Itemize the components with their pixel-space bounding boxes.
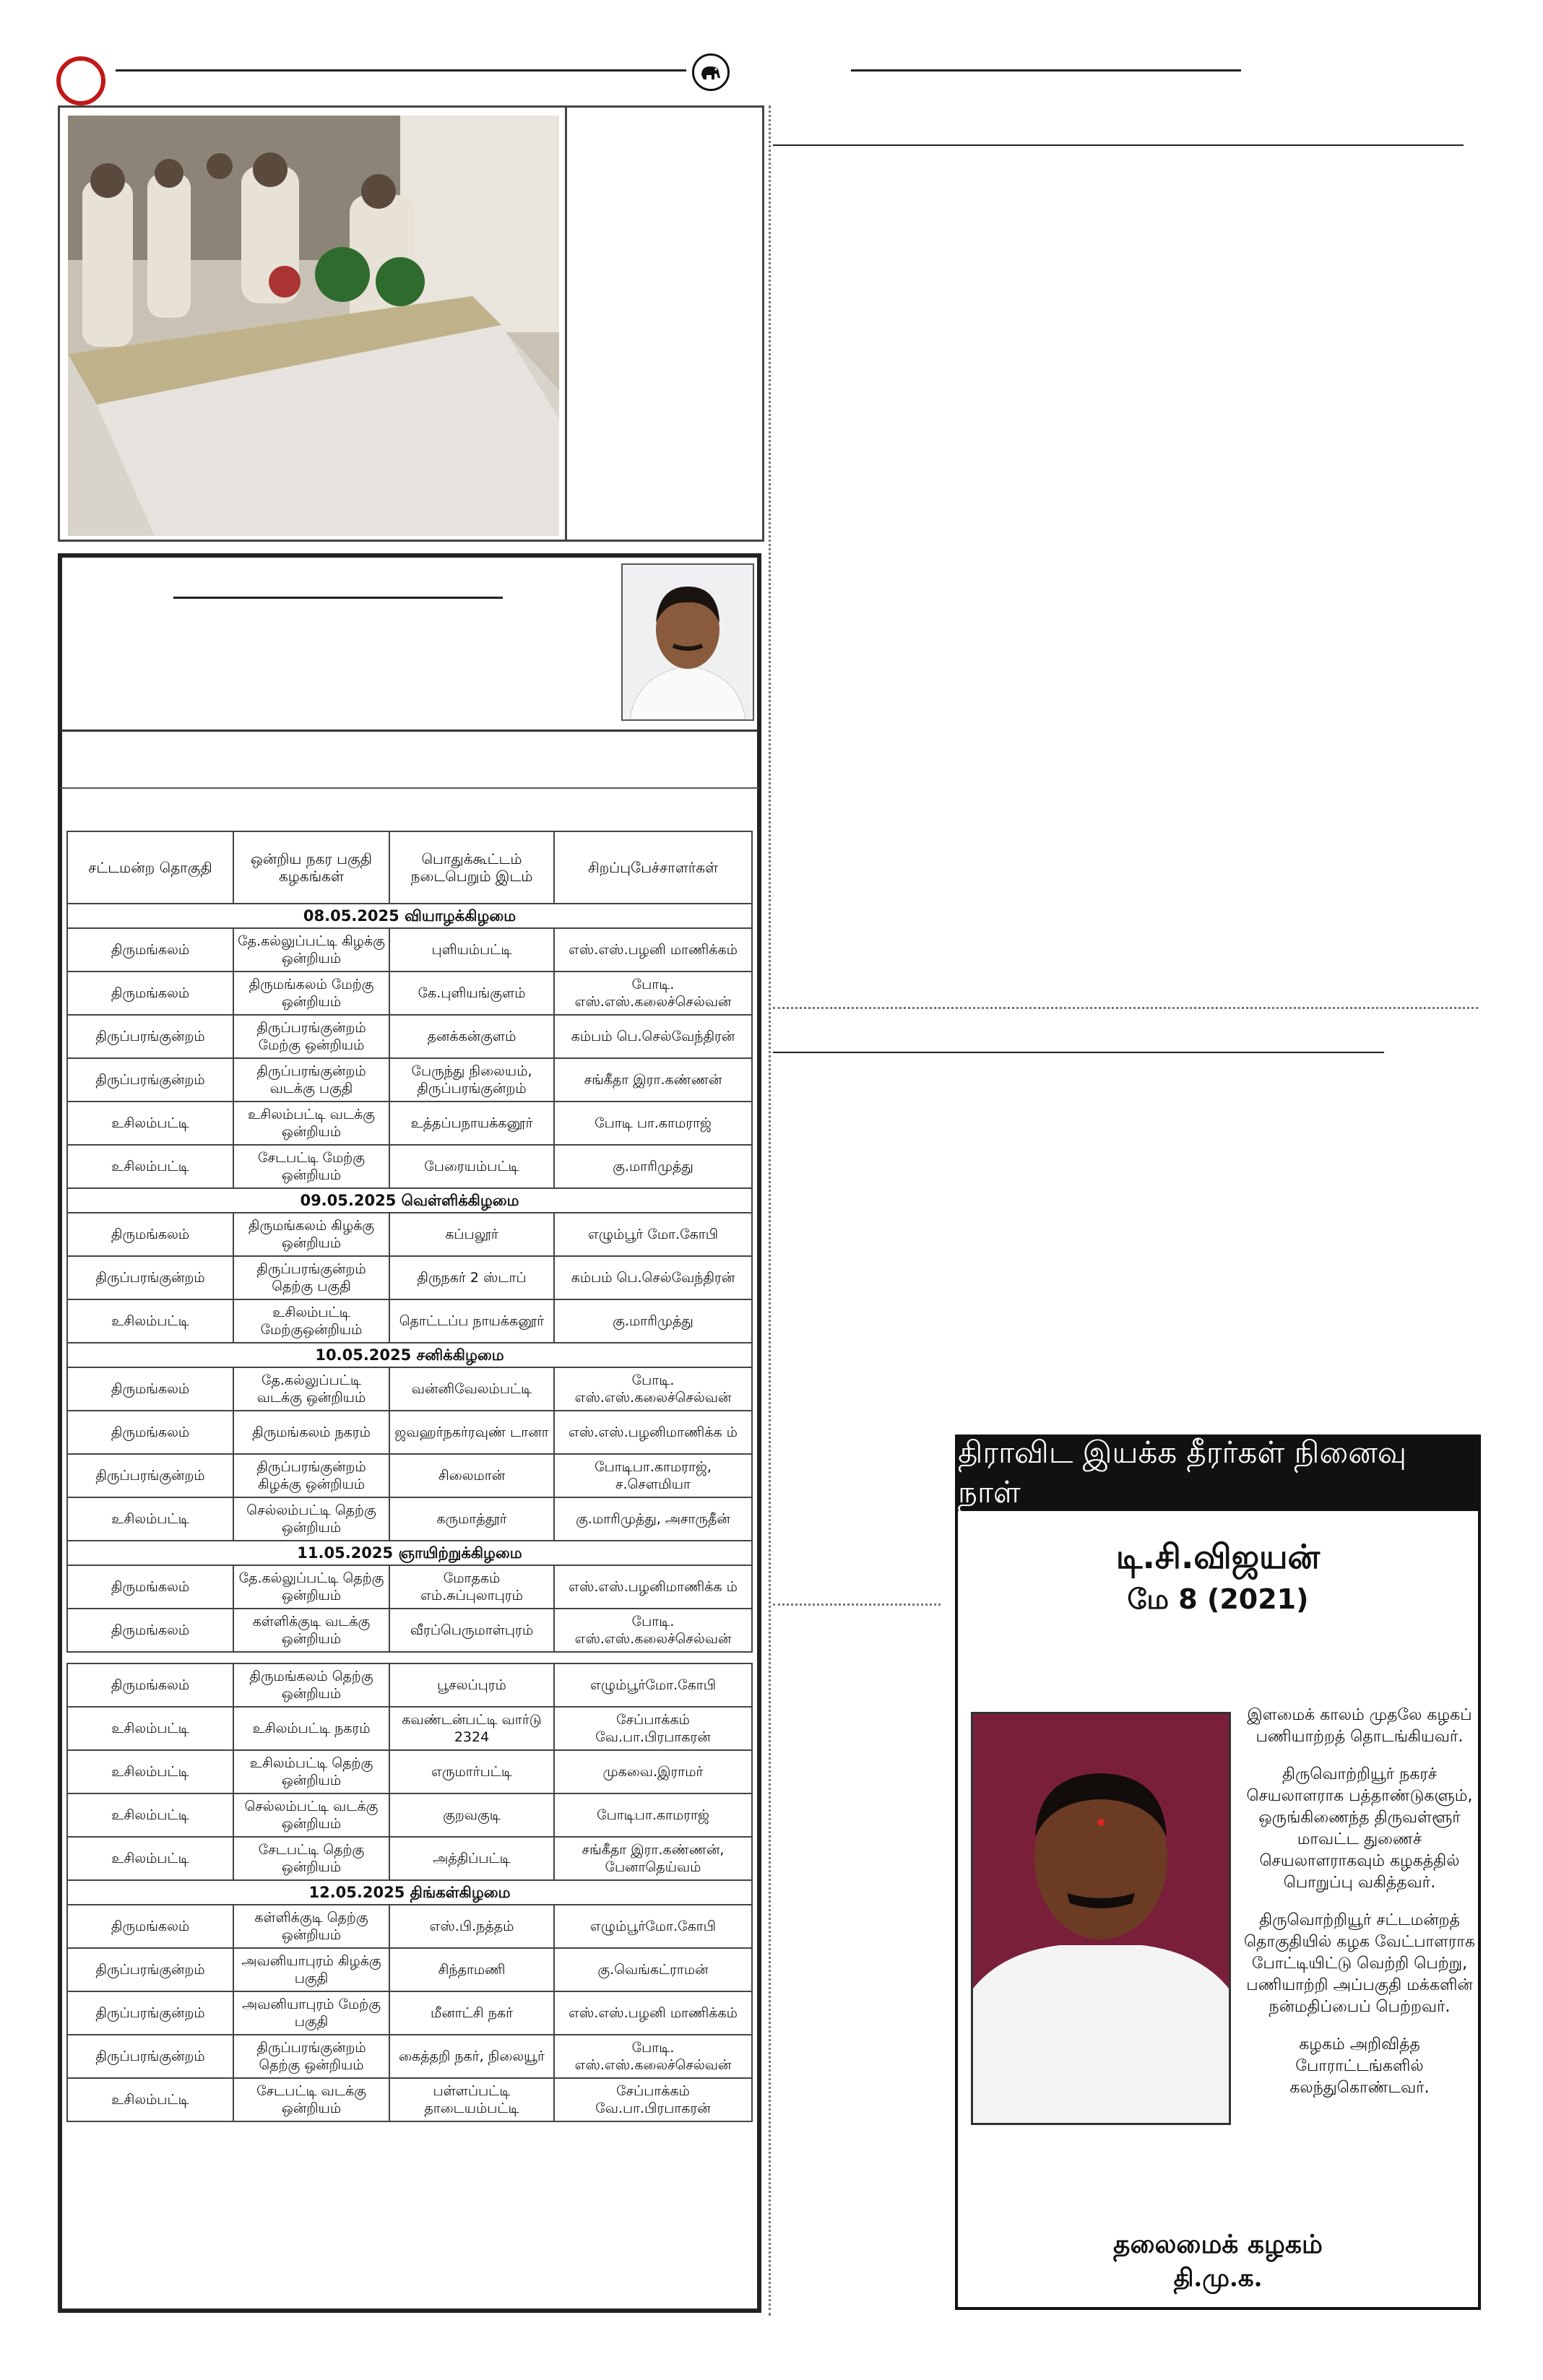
speaker-cell: எழும்பூர்மோ.கோபி — [554, 1905, 752, 1948]
venue-cell: குறவகுடி — [389, 1793, 554, 1837]
venue-cell: கே.புளியங்குளம் — [389, 972, 554, 1015]
constituency-cell: திருப்பரங்குன்றம் — [67, 1948, 233, 1991]
memorial-signature: தலைமைக் கழகம் — [1113, 2229, 1323, 2259]
speaker-cell: சேப்பாக்கம் வே.பா.பிரபாகரன் — [554, 1707, 752, 1750]
table-row — [67, 1707, 752, 1750]
date-row — [67, 1541, 752, 1565]
union-cell: சேடபட்டி வடக்கு ஒன்றியம் — [233, 2078, 389, 2121]
speaker-cell: கு.மாரிமுத்து, அசாருதீன் — [554, 1497, 752, 1541]
venue-cell: ஜவஹர்நகர்ரவுண் டானா — [389, 1411, 554, 1454]
table-row — [67, 1299, 752, 1343]
spacer-cell — [67, 1652, 752, 1663]
speaker-cell: கு.வெங்கட்ராமன் — [554, 1948, 752, 1991]
union-cell: கள்ளிக்குடி வடக்கு ஒன்றியம் — [233, 1609, 389, 1652]
union-cell: உசிலம்பட்டி மேற்குஒன்றியம் — [233, 1299, 389, 1343]
union-cell: திருமங்கலம் மேற்கு ஒன்றியம் — [233, 972, 389, 1015]
table-row — [67, 1213, 752, 1256]
schedule-separator — [61, 787, 758, 789]
speaker-cell: போடி. எஸ்.எஸ்.கலைச்செல்வன் — [554, 1609, 752, 1652]
table-row — [67, 1991, 752, 2035]
table-row — [67, 1102, 752, 1145]
elephant-icon — [692, 53, 730, 91]
speaker-cell: கு.மாரிமுத்து — [554, 1299, 752, 1343]
table-row — [67, 2035, 752, 2078]
speaker-cell: சேப்பாக்கம் வே.பா.பிரபாகரன் — [554, 2078, 752, 2121]
date-row — [67, 1188, 752, 1213]
union-cell: உசிலம்பட்டி தெற்கு ஒன்றியம் — [233, 1750, 389, 1793]
venue-cell: வன்னிவேலம்பட்டி — [389, 1367, 554, 1411]
venue-cell: எஸ்.பி.நத்தம் — [389, 1905, 554, 1948]
constituency-cell: உசிலம்பட்டி — [67, 1299, 233, 1343]
union-cell: சேடபட்டி தெற்கு ஒன்றியம் — [233, 1837, 389, 1880]
speaker-cell: முகவை.இராமர் — [554, 1750, 752, 1793]
table-row — [67, 972, 752, 1015]
table-row — [67, 1497, 752, 1541]
venue-cell: கவண்டன்பட்டி வார்டு 2324 — [389, 1707, 554, 1750]
column-header: சிறப்புபேச்சாளர்கள் — [554, 831, 752, 904]
speaker-cell: கம்பம் பெ.செல்வேந்திரன் — [554, 1256, 752, 1299]
venue-cell: மோதகம் எம்.சுப்புலாபுரம் — [389, 1565, 554, 1609]
photo-column-divider — [565, 107, 567, 540]
table-row — [67, 1905, 752, 1948]
table-row — [67, 928, 752, 972]
speaker-cell: போடிபா.காமராஜ் — [554, 1793, 752, 1837]
union-cell: திருப்பரங்குன்றம் தெற்கு ஒன்றியம் — [233, 2035, 389, 2078]
table-row — [67, 1145, 752, 1188]
venue-cell: வீரப்பெருமாள்புரம் — [389, 1609, 554, 1652]
speaker-cell: எஸ்.எஸ்.பழனி மாணிக்கம் — [554, 1991, 752, 2035]
union-cell: தே.கல்லுப்பட்டி கிழக்கு ஒன்றியம் — [233, 928, 389, 972]
memorial-name: டி.சி.விஜயன் — [1115, 1537, 1321, 1576]
constituency-cell: உசிலம்பட்டி — [67, 2078, 233, 2121]
memorial-biography — [1244, 1705, 1475, 2115]
speaker-cell: சங்கீதா இரா.கண்ணன், பேனாதெய்வம் — [554, 1837, 752, 1880]
speaker-cell: போடி. எஸ்.எஸ்.கலைச்செல்வன் — [554, 2035, 752, 2078]
venue-cell: பள்ளப்பட்டி தாடையம்பட்டி — [389, 2078, 554, 2121]
venue-cell: பூசலப்புரம் — [389, 1663, 554, 1707]
venue-cell: பேருந்து நிலையம், திருப்பரங்குன்றம் — [389, 1058, 554, 1102]
speaker-cell: எழும்பூர் மோ.கோபி — [554, 1213, 752, 1256]
constituency-cell: திருமங்கலம் — [67, 1663, 233, 1707]
union-cell: செல்லம்பட்டி வடக்கு ஒன்றியம் — [233, 1793, 389, 1837]
constituency-cell: திருப்பரங்குன்றம் — [67, 1015, 233, 1058]
speaker-cell: போடி. எஸ்.எஸ்.கலைச்செல்வன் — [554, 1367, 752, 1411]
meeting-date: 09.05.2025 வெள்ளிக்கிழமை — [67, 1188, 752, 1213]
constituency-cell: திருமங்கலம் — [67, 1213, 233, 1256]
constituency-cell: திருப்பரங்குன்றம் — [67, 1991, 233, 2035]
column-rule — [773, 144, 1464, 146]
date-row — [67, 1880, 752, 1905]
venue-cell: பேரையம்பட்டி — [389, 1145, 554, 1188]
speaker-cell: போடிபா.காமராஜ், ச.சௌமியா — [554, 1454, 752, 1497]
constituency-cell: திருமங்கலம் — [67, 928, 233, 972]
union-cell: திருப்பரங்குன்றம் கிழக்கு ஒன்றியம் — [233, 1454, 389, 1497]
constituency-cell: உசிலம்பட்டி — [67, 1793, 233, 1837]
table-row — [67, 1367, 752, 1411]
union-cell: திருப்பரங்குன்றம் தெற்கு பகுதி — [233, 1256, 389, 1299]
memorial-banner: திராவிட இயக்க தீரர்கள் நினைவு நாள் — [958, 1437, 1478, 1511]
section-title-rule — [773, 1052, 1384, 1053]
speaker-cell: எஸ்.எஸ்.பழனி மாணிக்கம் — [554, 928, 752, 972]
meeting-date: 10.05.2025 சனிக்கிழமை — [67, 1343, 752, 1367]
union-cell: கள்ளிக்குடி தெற்கு ஒன்றியம் — [233, 1905, 389, 1948]
speaker-cell: எழும்பூர்மோ.கோபி — [554, 1663, 752, 1707]
table-row — [67, 1015, 752, 1058]
memorial-paragraph: திருவொற்றியூர் சட்டமன்றத் தொகுதியில் கழக வேட்பாளராக போட்டியிட்டு வெற்றி பெற்று, பணியாற்றி அப்பகுதி மக்களின் நன்மதிப்பைப் பெற்றவர். — [1244, 1911, 1475, 2016]
venue-cell: சிலைமான் — [389, 1454, 554, 1497]
table-header-row — [67, 831, 752, 904]
union-cell: தே.கல்லுப்பட்டி வடக்கு ஒன்றியம் — [233, 1367, 389, 1411]
constituency-cell: திருப்பரங்குன்றம் — [67, 1058, 233, 1102]
memorial-paragraph: திருவொற்றியூர் நகரச் செயலாளராக பத்தாண்டுகளும், ஒருங்கிணைந்த திருவள்ளூர் மாவட்ட துணைச் செயலாளராகவும் கழகத்தில் பொறுப்பு வகித்தவர். — [1246, 1765, 1473, 1892]
venue-cell: கப்பலூர் — [389, 1213, 554, 1256]
union-cell: திருப்பரங்குன்றம் வடக்கு பகுதி — [233, 1058, 389, 1102]
column-divider — [769, 105, 771, 2316]
venue-cell: உத்தப்பநாயக்கனூர் — [389, 1102, 554, 1145]
venue-cell: அத்திப்பட்டி — [389, 1837, 554, 1880]
speaker-cell: போடி பா.காமராஜ் — [554, 1102, 752, 1145]
constituency-cell: திருமங்கலம் — [67, 1565, 233, 1609]
section-divider — [773, 1604, 941, 1606]
table-row — [67, 1058, 752, 1102]
venue-cell: தனக்கன்குளம் — [389, 1015, 554, 1058]
union-cell: உசிலம்பட்டி வடக்கு ஒன்றியம் — [233, 1102, 389, 1145]
table-row — [67, 1663, 752, 1707]
constituency-cell: திருப்பரங்குன்றம் — [67, 1256, 233, 1299]
table-row — [67, 1837, 752, 1880]
venue-cell: சிந்தாமணி — [389, 1948, 554, 1991]
schedule-separator — [61, 730, 758, 732]
union-cell: உசிலம்பட்டி நகரம் — [233, 1707, 389, 1750]
party-logo-circle — [56, 56, 105, 105]
spacer-row — [67, 1652, 752, 1663]
constituency-cell: உசிலம்பட்டி — [67, 1750, 233, 1793]
table-row — [67, 1565, 752, 1609]
date-row — [67, 904, 752, 928]
table-row — [67, 1793, 752, 1837]
memorial-paragraph: கழகம் அறிவித்த போராட்டங்களில் கலந்துகொண்டவர். — [1289, 2035, 1430, 2097]
constituency-cell: திருப்பரங்குன்றம் — [67, 1454, 233, 1497]
memorial-portrait — [971, 1712, 1231, 2125]
memorial-paragraph: இளமைக் காலம் முதலே கழகப் பணியாற்றத் தொடங்கியவர். — [1247, 1706, 1472, 1746]
column-title-rule — [851, 69, 1241, 72]
memorial-signature-party: தி.மு.க. — [1173, 2264, 1263, 2293]
venue-cell: தொட்டப்ப நாயக்கனூர் — [389, 1299, 554, 1343]
union-cell: செல்லம்பட்டி தெற்கு ஒன்றியம் — [233, 1497, 389, 1541]
venue-cell: கருமாத்தூர் — [389, 1497, 554, 1541]
schedule-title-rule — [173, 597, 503, 599]
speaker-cell: எஸ்.எஸ்.பழனிமாணிக்க ம் — [554, 1411, 752, 1454]
union-cell: அவனியாபுரம் கிழக்கு பகுதி — [233, 1948, 389, 1991]
table-row — [67, 1609, 752, 1652]
table-row — [67, 2078, 752, 2121]
constituency-cell: உசிலம்பட்டி — [67, 1837, 233, 1880]
header-rule — [116, 69, 686, 72]
constituency-cell: திருமங்கலம் — [67, 972, 233, 1015]
table-row — [67, 1454, 752, 1497]
venue-cell: திருநகர் 2 ஸ்டாப் — [389, 1256, 554, 1299]
speaker-cell: சங்கீதா இரா.கண்ணன் — [554, 1058, 752, 1102]
venue-cell: மீனாட்சி நகர் — [389, 1991, 554, 2035]
constituency-cell: திருமங்கலம் — [67, 1411, 233, 1454]
column-header: பொதுக்கூட்டம் நடைபெறும் இடம் — [389, 831, 554, 904]
union-cell: திருமங்கலம் தெற்கு ஒன்றியம் — [233, 1663, 389, 1707]
column-header: சட்டமன்ற தொகுதி — [67, 831, 233, 904]
speaker-portrait — [621, 563, 754, 721]
constituency-cell: திருமங்கலம் — [67, 1905, 233, 1948]
union-cell: தே.கல்லுப்பட்டி தெற்கு ஒன்றியம் — [233, 1565, 389, 1609]
meeting-date: 11.05.2025 ஞாயிற்றுக்கிழமை — [67, 1541, 752, 1565]
constituency-cell: உசிலம்பட்டி — [67, 1145, 233, 1188]
constituency-cell: திருப்பரங்குன்றம் — [67, 2035, 233, 2078]
speaker-cell: எஸ்.எஸ்.பழனிமாணிக்க ம் — [554, 1565, 752, 1609]
news-photo — [68, 116, 559, 536]
table-row — [67, 1256, 752, 1299]
venue-cell: எருமார்பட்டி — [389, 1750, 554, 1793]
memorial-date: மே 8 (2021) — [1127, 1583, 1309, 1615]
union-cell: திருமங்கலம் நகரம் — [233, 1411, 389, 1454]
schedule-table — [66, 831, 753, 2122]
speaker-cell: போடி. எஸ்.எஸ்.கலைச்செல்வன் — [554, 972, 752, 1015]
table-row — [67, 1948, 752, 1991]
constituency-cell: உசிலம்பட்டி — [67, 1497, 233, 1541]
constituency-cell: திருமங்கலம் — [67, 1609, 233, 1652]
constituency-cell: உசிலம்பட்டி — [67, 1707, 233, 1750]
speaker-cell: கு.மாரிமுத்து — [554, 1145, 752, 1188]
table-row — [67, 1750, 752, 1793]
venue-cell: புளியம்பட்டி — [389, 928, 554, 972]
venue-cell: கைத்தறி நகர், நிலையூர் — [389, 2035, 554, 2078]
union-cell: அவனியாபுரம் மேற்கு பகுதி — [233, 1991, 389, 2035]
section-divider — [773, 1007, 1478, 1009]
constituency-cell: உசிலம்பட்டி — [67, 1102, 233, 1145]
column-header: ஒன்றிய நகர பகுதி கழகங்கள் — [233, 831, 389, 904]
speaker-cell: கம்பம் பெ.செல்வேந்திரன் — [554, 1015, 752, 1058]
meeting-date: 08.05.2025 வியாழக்கிழமை — [67, 904, 752, 928]
date-row — [67, 1343, 752, 1367]
constituency-cell: திருமங்கலம் — [67, 1367, 233, 1411]
union-cell: திருப்பரங்குன்றம் மேற்கு ஒன்றியம் — [233, 1015, 389, 1058]
union-cell: திருமங்கலம் கிழக்கு ஒன்றியம் — [233, 1213, 389, 1256]
union-cell: சேடபட்டி மேற்கு ஒன்றியம் — [233, 1145, 389, 1188]
meeting-date: 12.05.2025 திங்கள்கிழமை — [67, 1880, 752, 1905]
table-row — [67, 1411, 752, 1454]
